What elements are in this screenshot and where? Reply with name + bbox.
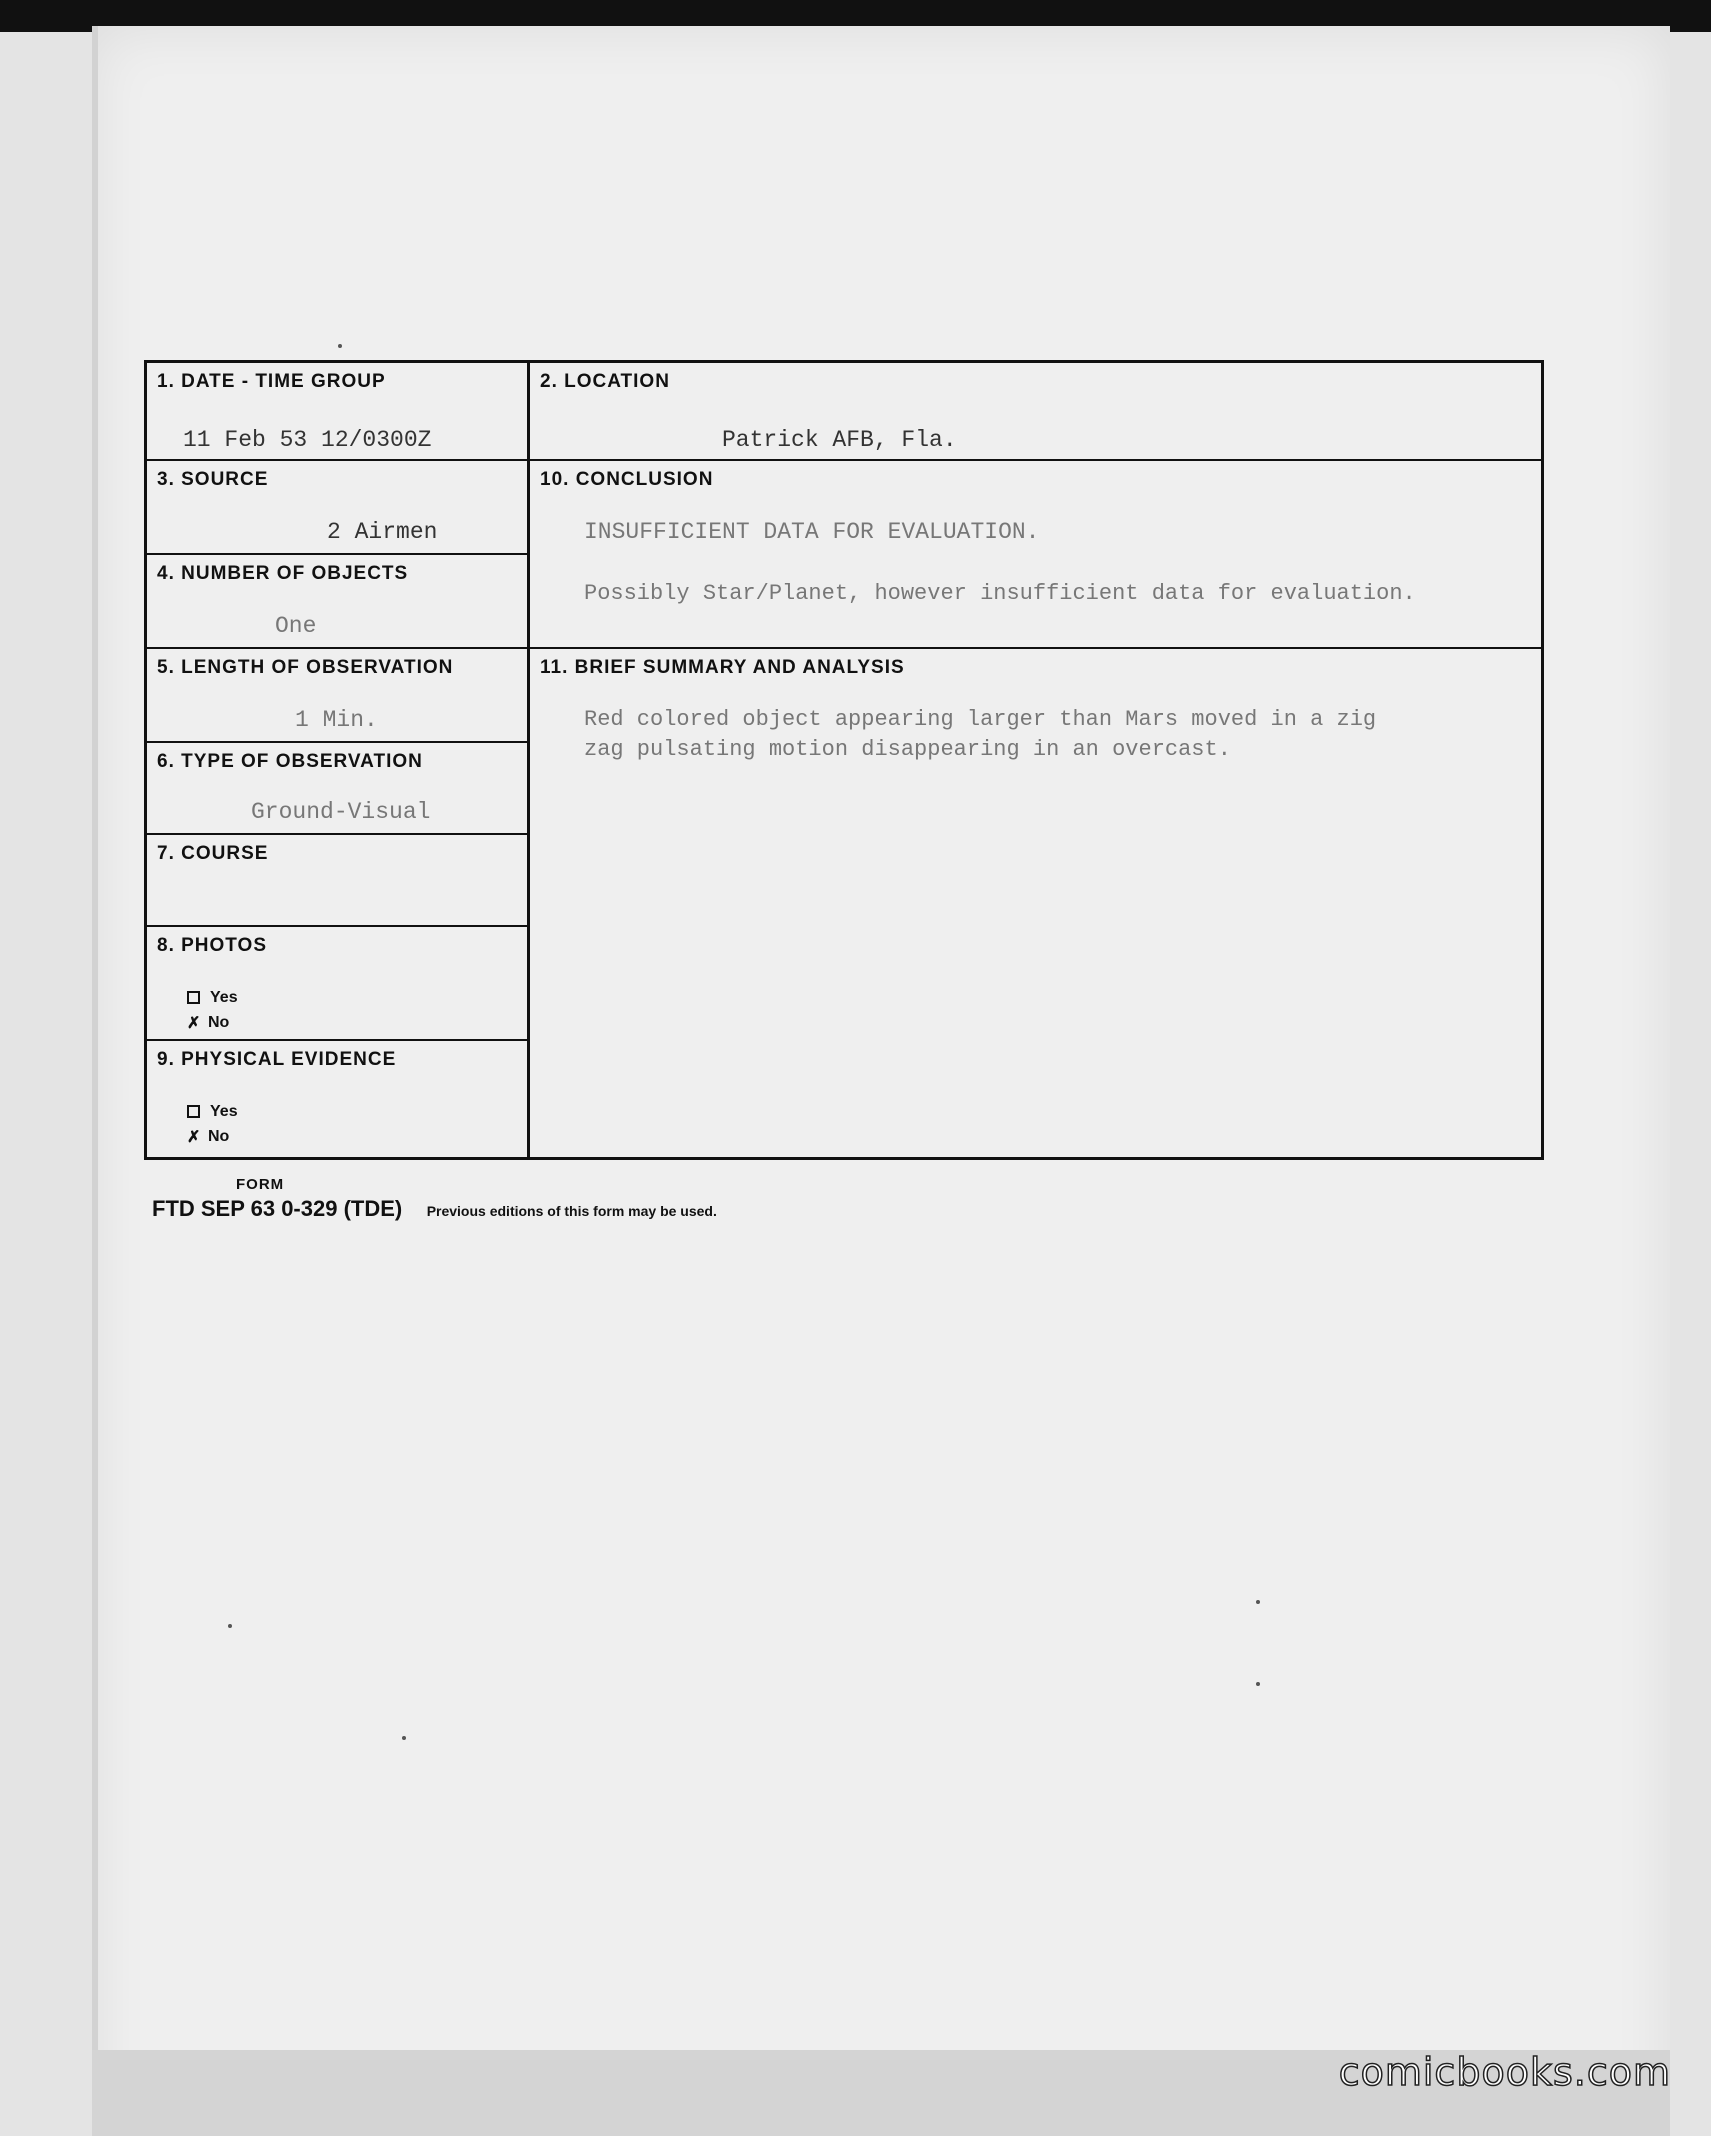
conclusion-note: Possibly Star/Planet, however insufficient data for evaluation.: [584, 581, 1416, 606]
scan-speck: [1256, 1600, 1260, 1604]
summary-label: 11. BRIEF SUMMARY AND ANALYSIS: [540, 657, 905, 678]
number-of-objects-label: 4. NUMBER OF OBJECTS: [157, 563, 409, 584]
date-time-group-value: 11 Feb 53 12/0300Z: [183, 427, 432, 453]
source-label: 3. SOURCE: [157, 469, 269, 490]
checkbox-empty-icon: [187, 1105, 200, 1118]
location-value: Patrick AFB, Fla.: [722, 427, 957, 453]
form-note: Previous editions of this form may be used.: [426, 1203, 717, 1219]
form-footer: [152, 1196, 717, 1222]
scan-speck: [1256, 1682, 1260, 1686]
report-form: [144, 360, 1544, 1160]
conclusion-text: INSUFFICIENT DATA FOR EVALUATION.: [584, 519, 1040, 545]
course-label: 7. COURSE: [157, 843, 269, 864]
type-of-observation-label: 6. TYPE OF OBSERVATION: [157, 751, 423, 772]
summary-cell: [530, 649, 1541, 1157]
form-code: FTD SEP 63 0-329 (TDE): [152, 1196, 403, 1221]
date-time-group-label: 1. DATE - TIME GROUP: [157, 371, 386, 392]
photos-cell: [147, 927, 530, 1041]
checkbox-empty-icon: [187, 991, 200, 1004]
length-of-observation-cell: [147, 649, 530, 743]
conclusion-cell: [530, 461, 1541, 649]
course-cell: [147, 835, 530, 927]
summary-line-1: Red colored object appearing larger than Mars moved in a zig: [584, 707, 1377, 732]
date-time-group-cell: [147, 363, 530, 461]
type-of-observation-cell: [147, 743, 530, 835]
scan-speck: [338, 344, 342, 348]
paper-edge: [92, 26, 98, 2130]
photos-yes-option[interactable]: Yes: [187, 989, 238, 1007]
conclusion-label: 10. CONCLUSION: [540, 469, 714, 490]
physical-evidence-label: 9. PHYSICAL EVIDENCE: [157, 1049, 397, 1070]
source-cell: [147, 461, 530, 555]
number-of-objects-value: One: [275, 613, 317, 639]
scan-speck: [402, 1736, 406, 1740]
watermark: comicbooks.com: [1338, 2050, 1671, 2094]
physical-evidence-yes-option[interactable]: Yes: [187, 1103, 238, 1121]
type-of-observation-value: Ground-Visual: [251, 799, 431, 825]
checkbox-marked-icon: ✗: [187, 1129, 201, 1146]
photos-label: 8. PHOTOS: [157, 935, 268, 956]
footer-form-word: FORM: [236, 1176, 285, 1193]
summary-line-2: zag pulsating motion disappearing in an overcast.: [584, 737, 1231, 762]
physical-evidence-no-option[interactable]: ✗ No: [187, 1128, 230, 1146]
location-label: 2. LOCATION: [540, 371, 670, 392]
source-value: 2 Airmen: [327, 519, 438, 545]
location-cell: [530, 363, 1541, 461]
length-of-observation-label: 5. LENGTH OF OBSERVATION: [157, 657, 454, 678]
checkbox-marked-icon: ✗: [187, 1015, 201, 1032]
length-of-observation-value: 1 Min.: [295, 707, 378, 733]
physical-evidence-cell: [147, 1041, 530, 1157]
scan-speck: [228, 1624, 232, 1628]
photos-no-option[interactable]: ✗ No: [187, 1014, 230, 1032]
number-of-objects-cell: [147, 555, 530, 649]
